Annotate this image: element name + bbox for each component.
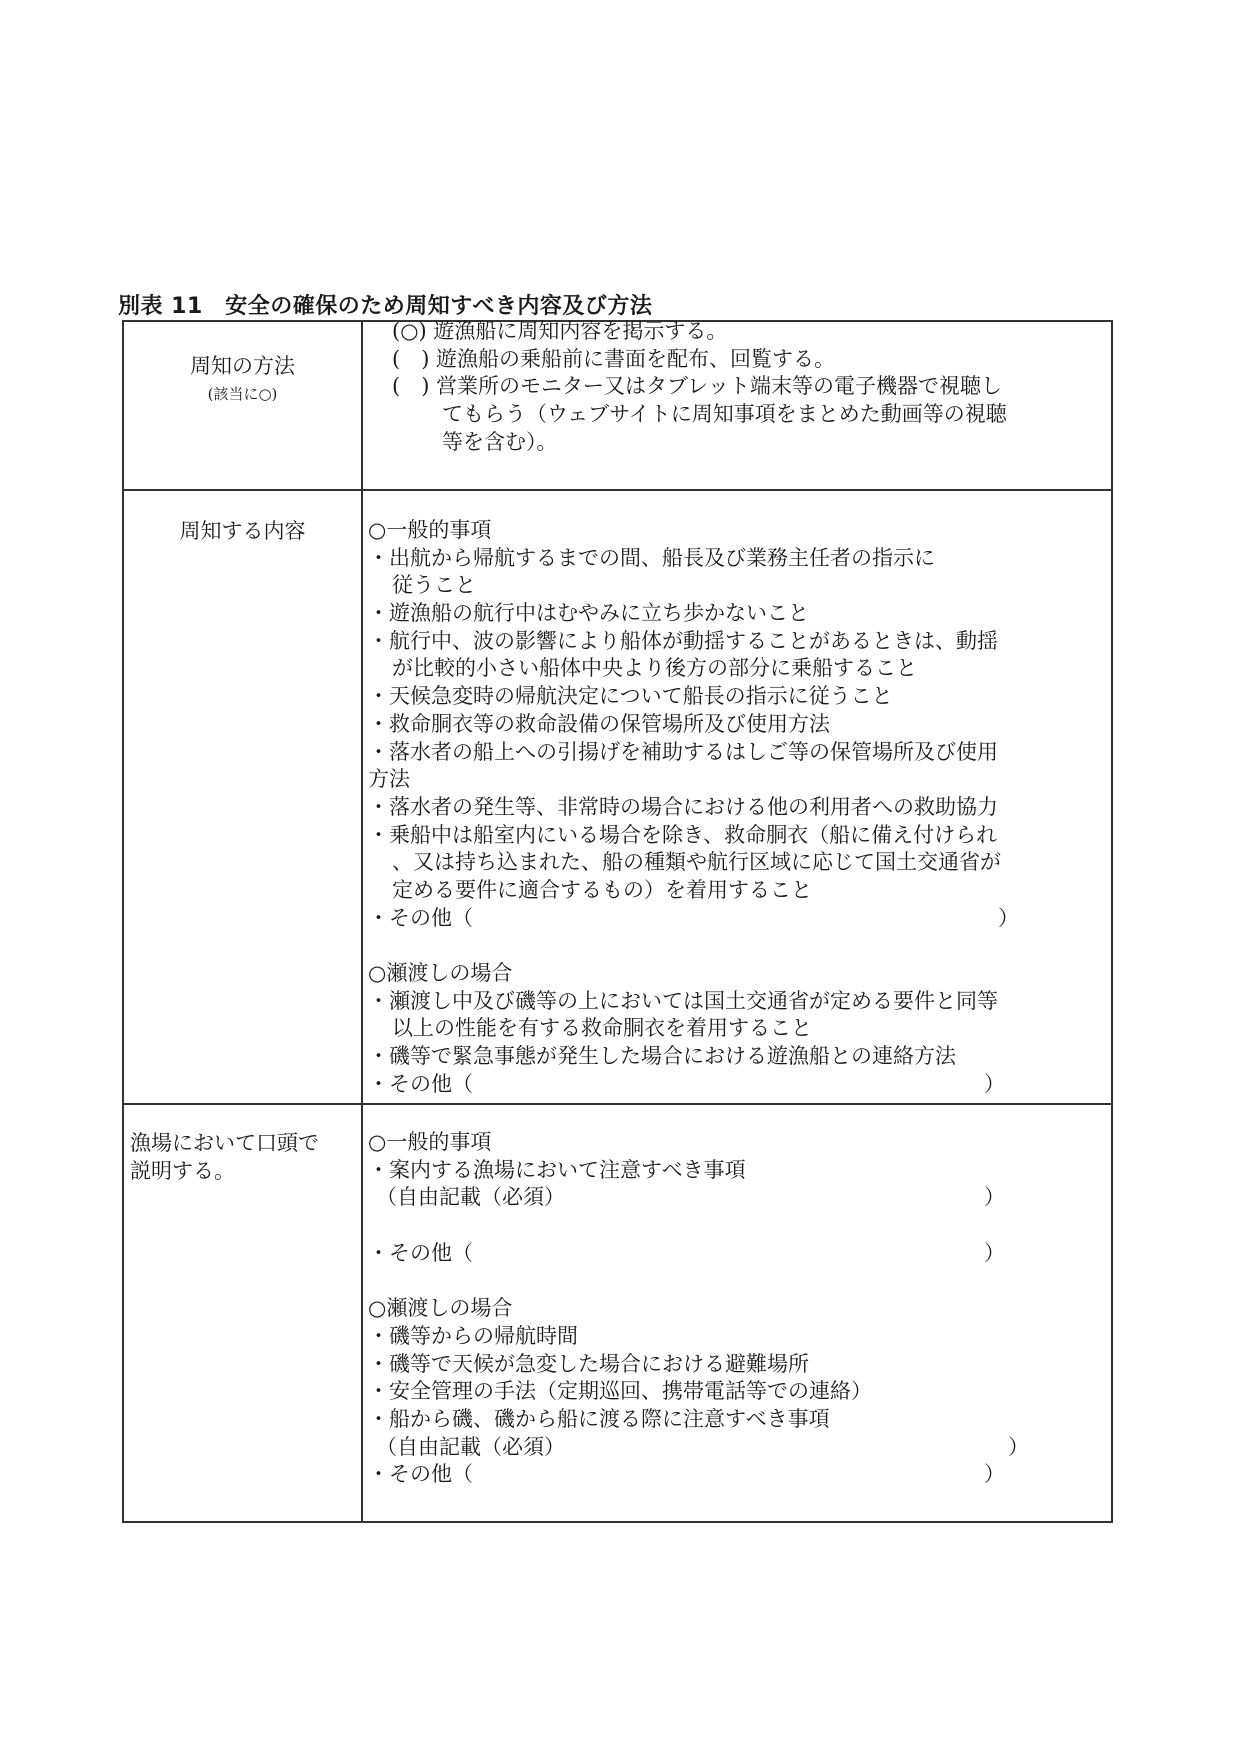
- oral-label: [124, 1129, 361, 1185]
- paren-close: ）: [984, 1462, 1005, 1487]
- list-item: ・天候急変時の帰航決定について船長の指示に従うこと: [368, 684, 893, 709]
- column-divider: [361, 1105, 363, 1523]
- other-entry: [368, 1240, 1107, 1268]
- column-divider: [361, 491, 363, 1105]
- paren-close: ）: [984, 1185, 1005, 1210]
- list-item: ・乗船中は船室内にいる場合を除き、救命胴衣（船に備え付けられ: [368, 822, 998, 847]
- paren-close: ）: [984, 1071, 1005, 1096]
- list-item: ・瀬渡し中及び磯等の上においては国土交通省が定める要件と同等: [368, 988, 998, 1013]
- other-label: ・その他（: [368, 1071, 473, 1096]
- method-option-display: (○) 遊漁船に周知内容を掲示する。: [392, 319, 728, 343]
- list-item: ・落水者の発生等、非常時の場合における他の利用者への救助協力: [368, 794, 998, 819]
- list-item: ・磯等からの帰航時間: [368, 1323, 578, 1348]
- oral-row: [124, 1103, 1111, 1523]
- content-row: [124, 489, 1111, 1105]
- list-item: ・救命胴衣等の救命設備の保管場所及び使用方法: [368, 711, 830, 736]
- list-item: 方法: [368, 767, 410, 792]
- method-content: [368, 318, 1107, 456]
- list-item: ・航行中、波の影響により船体が動揺することがあるときは、動揺: [368, 628, 998, 653]
- general-heading: ○一般的事項: [368, 1130, 492, 1154]
- list-item: 定める要件に適合するもの）を着用すること: [392, 877, 812, 902]
- free-entry-label: （自由記載（必須）: [376, 1434, 565, 1459]
- other-entry: [368, 1461, 1107, 1489]
- list-item: ・磯等で天候が急変した場合における避難場所: [368, 1351, 809, 1376]
- free-entry: [368, 1184, 1107, 1212]
- method-sublabel: (該当に○): [207, 385, 278, 403]
- oral-label-line1: 漁場において口頭で: [130, 1131, 319, 1155]
- method-option-device-cont: 等を含む）。: [442, 429, 558, 454]
- page-title: 別表 11 安全の確保のため周知すべき内容及び方法: [118, 294, 653, 319]
- method-option-handout: ( ) 遊漁船の乗船前に書面を配布、回覧する。: [392, 346, 836, 371]
- content-body: [368, 517, 1107, 1098]
- list-item: ・落水者の船上への引揚げを補助するはしご等の保管場所及び使用: [368, 739, 998, 764]
- paren-close: ）: [984, 1240, 1005, 1265]
- method-option-device-cont: てもらう（ウェブサイトに周知事項をまとめた動画等の視聴: [442, 402, 1007, 427]
- other-entry: [368, 1071, 1107, 1099]
- free-entry: [368, 1434, 1107, 1462]
- list-item: ・出航から帰航するまでの間、船長及び業務主任者の指示に: [368, 545, 935, 570]
- oral-body: [368, 1129, 1107, 1489]
- list-item: ・案内する漁場において注意すべき事項: [368, 1157, 746, 1182]
- notice-table: [122, 320, 1113, 1523]
- method-row: [124, 319, 1111, 489]
- iso-heading: ○瀬渡しの場合: [368, 961, 513, 985]
- list-item: 、又は持ち込まれた、船の種類や航行区域に応じて国土交通省が: [392, 850, 1001, 875]
- list-item: ・遊漁船の航行中はむやみに立ち歩かないこと: [368, 601, 809, 626]
- other-entry: [368, 905, 1107, 933]
- other-label: ・その他（: [368, 1240, 473, 1265]
- oral-label-line2: 説明する。: [130, 1159, 235, 1183]
- content-label: 周知する内容: [179, 519, 306, 543]
- list-item: 従うこと: [392, 573, 476, 598]
- list-item: が比較的小さい船体中央より後方の部分に乗船すること: [392, 656, 917, 681]
- paren-close: ）: [1008, 1434, 1029, 1459]
- paren-close: ）: [998, 905, 1019, 930]
- list-item: ・安全管理の手法（定期巡回、携帯電話等での連絡）: [368, 1379, 872, 1404]
- method-option-device: ( ) 営業所のモニター又はタブレット端末等の電子機器で視聴し: [392, 374, 1003, 399]
- other-label: ・その他（: [368, 905, 473, 930]
- list-item: ・磯等で緊急事態が発生した場合における遊漁船との連絡方法: [368, 1044, 956, 1069]
- method-label: 周知の方法: [190, 354, 295, 378]
- other-label: ・その他（: [368, 1462, 473, 1487]
- list-item: ・船から磯、磯から船に渡る際に注意すべき事項: [368, 1406, 830, 1431]
- free-entry-label: （自由記載（必須）: [376, 1185, 565, 1210]
- general-heading: ○一般的事項: [368, 518, 492, 542]
- column-divider: [361, 322, 363, 489]
- iso-heading: ○瀬渡しの場合: [368, 1296, 513, 1321]
- list-item: 以上の性能を有する救命胴衣を着用すること: [392, 1016, 812, 1041]
